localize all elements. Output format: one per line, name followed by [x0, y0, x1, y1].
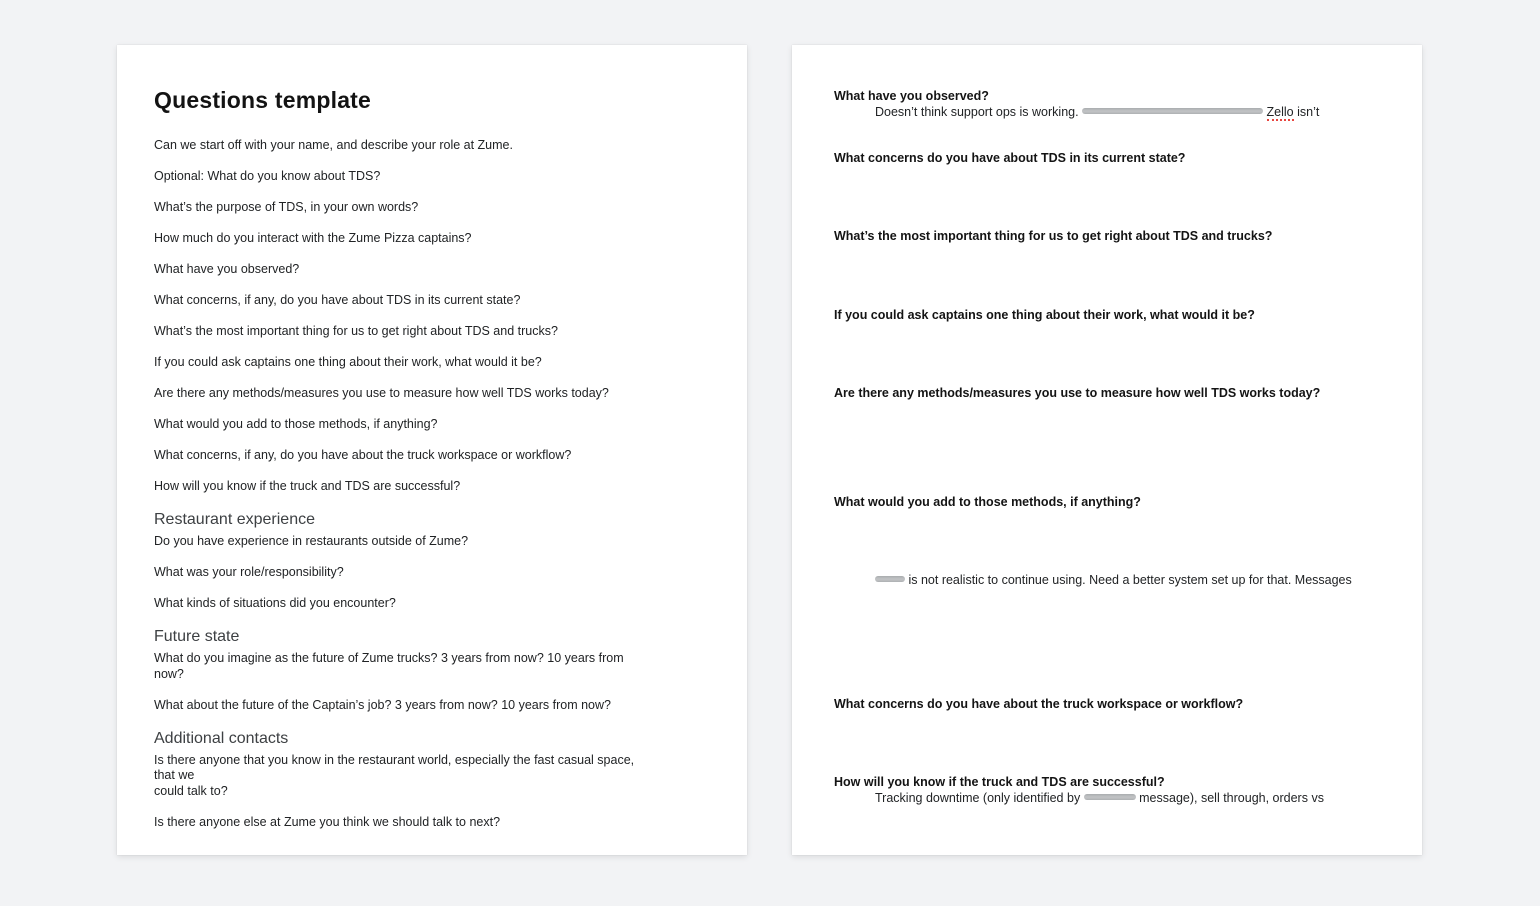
question-paragraph: What concerns, if any, do you have about the truck workspace or workflow?	[154, 448, 572, 462]
question-paragraph: What concerns, if any, do you have about TDS in its current state?	[154, 293, 521, 307]
question-paragraph: What’s the purpose of TDS, in your own words?	[154, 200, 419, 214]
qa-question: How will you know if the truck and TDS are successful?	[834, 775, 1165, 790]
section-heading: Restaurant experience	[154, 511, 315, 528]
section-heading: Future state	[154, 628, 240, 645]
qa-answer: is not realistic to continue using. Need a better system set up for that. Messages	[875, 557, 1369, 604]
question-paragraph: How will you know if the truck and TDS are successful?	[154, 479, 461, 493]
redacted-text-bar	[1082, 108, 1263, 114]
qa-answer: Tracking downtime (only identified by message), sell through, orders vs	[875, 791, 1324, 806]
question-paragraph: Do you have experience in restaurants outside of Zume?	[154, 534, 469, 548]
misspelled-word: Zello	[1266, 104, 1294, 119]
document-page-right[interactable]	[792, 45, 1422, 855]
qa-question: If you could ask captains one thing about their work, what would it be?	[834, 307, 1255, 322]
section-heading: Additional contacts	[154, 729, 289, 747]
question-paragraph: Is there anyone else at Zume you think we should talk to next?	[154, 814, 501, 829]
qa-answer	[875, 510, 1369, 541]
qa-answer	[875, 167, 1369, 214]
question-paragraph: What kinds of situations did you encounter?	[154, 596, 396, 610]
redacted-text-bar	[875, 576, 905, 582]
question-paragraph: What was your role/responsibility?	[154, 565, 344, 579]
question-paragraph: Can we start off with your name, and describe your role at Zume.	[154, 138, 513, 152]
question-paragraph: What do you imagine as the future of Zume trucks? 3 years from now? 10 years from now?	[154, 651, 624, 681]
document-page-left[interactable]	[117, 45, 747, 855]
qa-answer	[875, 401, 1369, 448]
qa-question: Are there any methods/measures you use to measure how well TDS works today?	[834, 385, 1321, 400]
qa-answer	[875, 245, 1369, 292]
qa-question: What concerns do you have about the truck workspace or workflow?	[834, 697, 1244, 712]
question-paragraph: Optional: What do you know about TDS?	[154, 169, 381, 183]
document-title: Questions template	[154, 87, 372, 113]
question-paragraph: What would you add to those methods, if anything?	[154, 417, 438, 431]
question-paragraph: What have you observed?	[154, 262, 300, 276]
question-paragraph: How much do you interact with the Zume Pizza captains?	[154, 231, 472, 245]
qa-question: What have you observed?	[834, 89, 989, 103]
qa-answer: Doesn’t think support ops is working. Zello isn’t	[875, 104, 1320, 119]
question-paragraph: What’s the most important thing for us to get right about TDS and trucks?	[154, 324, 558, 338]
question-paragraph: Are there any methods/measures you use to measure how well TDS works today?	[154, 386, 609, 400]
qa-answer	[875, 713, 1369, 760]
qa-question: What concerns do you have about TDS in its current state?	[834, 151, 1186, 166]
redacted-text-bar	[1084, 794, 1136, 800]
question-paragraph: What about the future of the Captain’s job? 3 years from now? 10 years from now?	[154, 697, 611, 712]
right-page-body	[834, 89, 1377, 823]
qa-answer	[875, 323, 1369, 370]
qa-answer	[875, 464, 1369, 480]
question-paragraph: Is there anyone that you know in the restaurant world, especially the fast casual space, that we could talk to?	[154, 752, 635, 798]
qa-question: What’s the most important thing for us to get right about TDS and trucks?	[834, 229, 1273, 244]
qa-answer	[875, 619, 1369, 682]
qa-question: What would you add to those methods, if anything?	[834, 494, 1141, 509]
left-page-body	[154, 138, 654, 830]
question-paragraph: If you could ask captains one thing about their work, what would it be?	[154, 355, 542, 369]
